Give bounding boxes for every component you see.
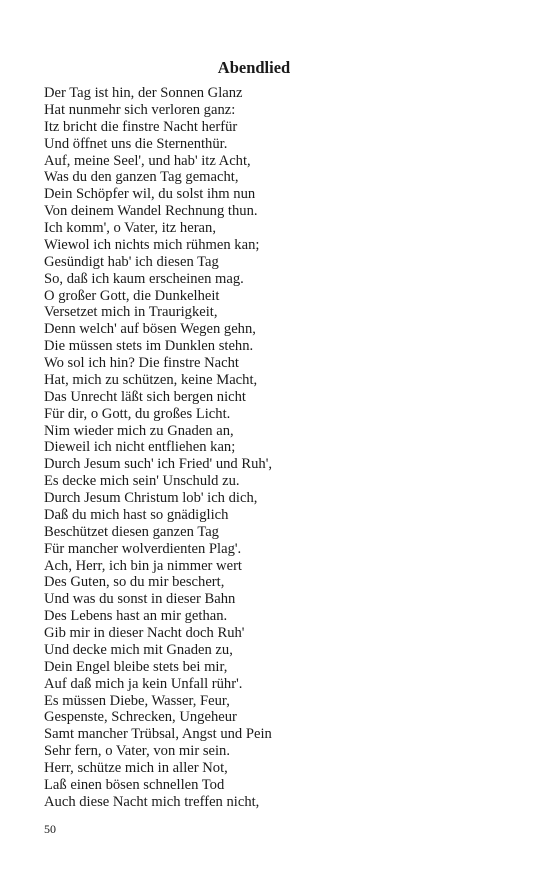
- poem-line: Dein Schöpfer wil, du solst ihm nun: [44, 186, 256, 203]
- poem-line: Auch diese Nacht mich treffen nicht,: [44, 793, 260, 810]
- page-number: 50: [44, 822, 56, 836]
- poem-line: Die müssen stets im Dunklen stehn.: [44, 338, 254, 355]
- poem-line: Itz bricht die finstre Nacht herfür: [44, 118, 238, 135]
- poem-line: Sehr fern, o Vater, von mir sein.: [44, 743, 230, 760]
- poem-line: Auf, meine Seel', und hab' itz Acht,: [44, 152, 251, 169]
- poem-line: Daß du mich hast so gnädiglich: [44, 506, 229, 523]
- poem-line: Das Unrecht läßt sich bergen nicht: [44, 388, 246, 405]
- poem-line: Versetzet mich in Traurigkeit,: [44, 304, 218, 321]
- poem-line: Denn welch' auf bösen Wegen gehn,: [44, 321, 256, 338]
- poem-line: Wo sol ich hin? Die finstre Nacht: [44, 355, 239, 371]
- poem-line: Des Lebens hast an mir gethan.: [44, 608, 228, 625]
- poem-line: Wiewol ich nichts mich rühmen kan;: [44, 236, 260, 253]
- poem-line: Nim wieder mich zu Gnaden an,: [44, 422, 234, 439]
- poem-line: Durch Jesum such' ich Fried' und Ruh',: [44, 456, 272, 473]
- poem-body: [44, 85, 272, 811]
- poem-line: Hat nunmehr sich verloren ganz:: [44, 101, 236, 118]
- poem-line: So, daß ich kaum erscheinen mag.: [44, 270, 244, 287]
- poem-line: Beschützet diesen ganzen Tag: [44, 523, 219, 540]
- poem-line: Samt mancher Trübsal, Angst und Pein: [44, 726, 272, 743]
- poem-line: Gib mir in dieser Nacht doch Ruh': [44, 625, 245, 641]
- poem-line: Des Guten, so du mir beschert,: [44, 574, 225, 591]
- poem-line: Für mancher wolverdienten Plag'.: [44, 540, 242, 557]
- poem-line: Herr, schütze mich in aller Not,: [44, 760, 228, 776]
- poem-line: Hat, mich zu schützen, keine Macht,: [44, 371, 258, 388]
- poem-line: Was du den ganzen Tag gemacht,: [44, 169, 239, 186]
- poem-line: Der Tag ist hin, der Sonnen Glanz: [44, 85, 243, 101]
- poem-line: Laß einen bösen schnellen Tod: [44, 776, 225, 793]
- poem-line: Und was du sonst in dieser Bahn: [44, 591, 236, 608]
- poem-line: Gesündigt hab' ich diesen Tag: [44, 253, 219, 270]
- poem-line: Es müssen Diebe, Wasser, Feur,: [44, 692, 230, 709]
- poem-line: Von deinem Wandel Rechnung thun.: [44, 203, 258, 220]
- poem-line: Dein Engel bleibe stets bei mir,: [44, 658, 228, 675]
- poem-line: Und decke mich mit Gnaden zu,: [44, 641, 233, 658]
- poem-title: Abendlied: [217, 58, 291, 77]
- poem-line: Ach, Herr, ich bin ja nimmer wert: [44, 557, 242, 574]
- poem-line: Für dir, o Gott, du großes Licht.: [44, 405, 231, 422]
- poem-line: Gespenste, Schrecken, Ungeheur: [44, 709, 237, 726]
- poem-line: O großer Gott, die Dunkelheit: [44, 287, 220, 304]
- poem-line: Es decke mich sein' Unschuld zu.: [44, 473, 240, 490]
- poem-line: Und öffnet uns die Sternenthür.: [44, 135, 228, 152]
- poem-line: Durch Jesum Christum lob' ich dich,: [44, 490, 258, 506]
- poem-line: Dieweil ich nicht entfliehen kan;: [44, 439, 236, 456]
- poem-line: Ich komm', o Vater, itz heran,: [44, 220, 216, 236]
- poem-line: Auf daß mich ja kein Unfall rühr'.: [44, 675, 243, 692]
